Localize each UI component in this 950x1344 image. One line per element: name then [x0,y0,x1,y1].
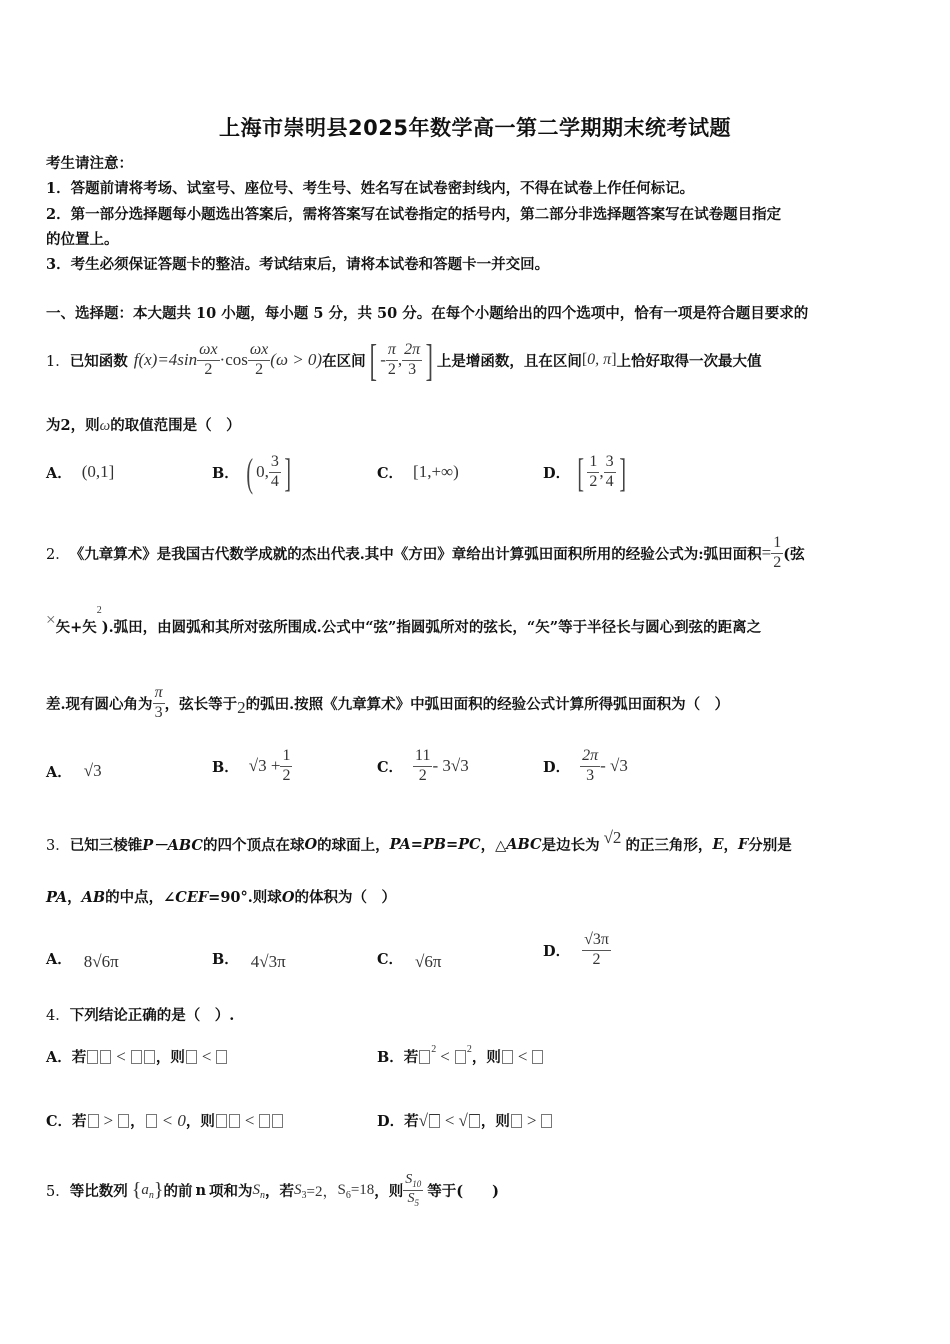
q5-text: 的前 [163,1182,193,1200]
q5-n: n [195,1181,206,1199]
question-number: 2． [46,546,70,563]
option-label: C． [46,1113,73,1130]
question-2-line-1: 2． 《九章算术》是我国古代数学成就的杰出代表.其中《方田》章给出计算弧田面积所用的经验公式为:弧田面积 = $\frac{1}{2}$ (弦 [46,534,805,571]
q2-text: 的弧田.按照《九章算术》中弧田面积的经验公式计算所得弧田面积为（ ） [245,695,730,713]
q4-option-d: D． 若 √ < √ ，则 > [377,1110,553,1131]
q2-text: 差.现有圆心角为 [46,695,153,713]
q3-text: 的四个顶点在球 [202,836,305,854]
q5-text: 等比数列 [69,1182,128,1200]
q1-omega: ω [99,418,111,434]
q3-pyramid: P－ABC [142,836,203,854]
q3-text: ， [723,836,738,854]
q2-text: ，弦长等于 [164,695,238,713]
option-value: √3 + [248,756,281,775]
option-label: D． [543,758,571,776]
option-label: D． [543,464,571,482]
q2-text: 《九章算术》是我国古代数学成就的杰出代表.其中《方田》章给出计算弧田面积所用的经验公式为:弧田面积 [69,545,762,563]
option-label: B． [212,758,239,776]
question-number: 1． [46,353,70,370]
q3-text: 的球面上， [317,836,390,854]
notice-item-2-cont: 的位置上。 [46,231,119,248]
q5-text: 等于( ) [427,1182,500,1200]
question-2-line-3: 差.现有圆心角为 $\frac{\pi}{3}$ ，弦长等于 2 的弧田.按照《九章算术》中弧田面积的经验公式计算所得弧田面积为（ ） [46,684,730,721]
option-label: A． [46,1049,72,1066]
q2-option-c: C． $\frac{11}{2}$ - 3√3 [377,747,469,784]
q3-point-f: F [738,835,749,853]
q1-fraction: $\frac{\omega x}{2}$ [199,341,218,378]
option-label: B． [212,950,239,968]
q4-option-a: A． 若 < ，则 < [46,1046,228,1067]
q1-fraction: $\frac{\omega x}{2}$ [249,341,269,378]
q3-text: 是边长为 [541,836,600,854]
q1-text: 在区间 [322,352,366,370]
question-1-line-2 [46,414,241,435]
q1-fraction: $\frac{\pi}{2}$ [387,341,396,378]
notice-item-1: 1．答题前请将考场、试室号、座位号、考生号、姓名写在试卷密封线内，不得在试卷上作任何标记。 [46,180,695,197]
q3-side: √2 [603,828,622,847]
question-1-line-1: 1． 已知函数 f(x)=4sin $\frac{\omega x}{2}$ ·cos $\frac{\omega x}{2}$ (ω > 0) 在区间 [ - $\frac{\pi}{2}$ , $\frac{2\pi}{3}$ ] 上是增函数，且在区间 [ 0, π ] 上恰好取得一次最大值 [46,335,762,385]
option-label: B． [377,1049,404,1066]
option-value: √3 [83,761,102,780]
q3-text: 分别是 [748,836,792,854]
question-number: 4． [46,1008,70,1024]
q2-option-b: B． √3 + $\frac{1}{2}$ [212,747,291,784]
q1-cos: ·cos [219,350,248,369]
question-3-line-1 [46,826,792,862]
q1-option-d: D． [ $\frac{1}{2}$ , $\frac{3}{4}$ ] [543,449,626,495]
q3-text: ，△ [480,836,507,854]
q2-square: 2 [96,604,102,616]
q3-text: 的正三角形， [625,836,713,854]
question-4 [46,1004,234,1025]
q1-text: 上是增函数，且在区间 [436,352,582,370]
question-number: 3． [46,837,70,854]
q3-equation: PA=PB=PC [389,835,481,853]
option-label: C． [377,950,404,968]
q2-text: ).弧田，由圆弧和其所对弦所围成.公式中“弦”指圆弧所对的弦长，“矢”等于半径长与圆心到弦的距离之 [101,618,762,636]
q2-equals: = [761,543,772,562]
option-value: - 3√3 [432,756,469,775]
q1-text: 上恰好取得一次最大值 [616,352,762,370]
q1-function: f(x)=4sin [133,350,198,369]
question-3-line-2: PA，AB的中点，∠CEF=90°.则球O的体积为（ ） [46,889,396,906]
q1-condition: (ω > 0) [270,350,323,369]
q4-option-b: B． 若 2 < 2 ，则 < [377,1046,544,1067]
option-value: [1,+∞) [413,462,459,481]
q2-option-d: D． $\frac{2\pi}{3}$ - √3 [543,747,628,784]
page-title: 上海市崇明县2025年数学高一第二学期期末统考试题 [219,116,731,140]
q5-text: 项和为 [209,1182,253,1200]
q3-option-c [377,938,441,978]
q2-text: (弦 [783,545,805,563]
section-heading: 一、选择题：本大题共 10 小题，每小题 5 分，共 50 分。在每个小题给出的四个选项中，恰有一项是符合题目要求的 [46,305,809,322]
q2-chord: 2 [237,698,246,717]
notice-heading: 考生请注意： [46,155,133,172]
q4-text: 下列结论正确的是（ ）. [69,1007,235,1024]
question-number: 5． [46,1183,70,1200]
q3-sphere: O [304,835,318,853]
notice-item-3: 3．考生必须保证答题卡的整洁。考试结束后，请将本试卷和答题卡一并交回。 [46,256,550,273]
question-5: 5． 等比数列 { a n } 的前 n 项和为 S n ，若 S 3 =2， S 6 =18 ，则 $\frac{S_{10}}{S_5}$ 等于( ) [46,1172,500,1208]
q1-option-c [377,448,459,496]
q2-text: 矢+矢 [55,618,97,636]
q3-text: 已知三棱锥 [69,836,143,854]
option-value: 0, [256,462,269,481]
q5-text: ，则 [374,1182,404,1200]
option-value: - √3 [600,756,628,775]
option-label: A． [46,950,72,968]
q2-option-a [46,746,102,796]
question-2-line-2 [46,606,761,646]
option-label: B． [212,464,239,482]
q1-text: 为2，则 [46,417,100,434]
option-value: √6π [415,952,442,971]
q1-option-b: B． ( 0, $\frac{3}{4}$ ] [212,449,291,495]
q1-text: 已知函数 [69,352,128,370]
option-label: C． [377,758,404,776]
q2-times: × [46,610,56,629]
option-label: A． [46,763,72,781]
option-label: D． [377,1113,405,1130]
option-value: (0,1] [81,462,115,481]
q3-option-b [212,938,286,978]
q3-point-e: E [712,835,724,853]
notice-item-2: 2．第一部分选择题每小题选出答案后，需将答案写在试卷指定的括号内，第二部分非选择题答案写在试卷题目指定 [46,206,782,223]
option-label: D． [543,942,571,960]
q1-text: 的取值范围是（ ） [110,417,241,434]
q1-option-a [46,448,114,496]
q3-option-a [46,938,119,978]
option-label: A． [46,464,72,482]
option-value: 4√3π [250,952,286,971]
q3-option-d: D． $\frac{√3\pi}{2}$ [543,931,609,968]
q5-text: ，若 [265,1182,294,1200]
q4-option-c: C． 若 > ， < 0 ，则 < [46,1110,284,1131]
q1-fraction: $\frac{2\pi}{3}$ [404,341,421,378]
q3-triangle: ABC [506,835,542,853]
q1-interval-minus: - [380,350,386,369]
q1-interval-2: 0, π [587,351,612,368]
q5-sequence: a [141,1181,149,1198]
option-label: C． [377,464,404,482]
option-value: 8√6π [83,952,119,971]
